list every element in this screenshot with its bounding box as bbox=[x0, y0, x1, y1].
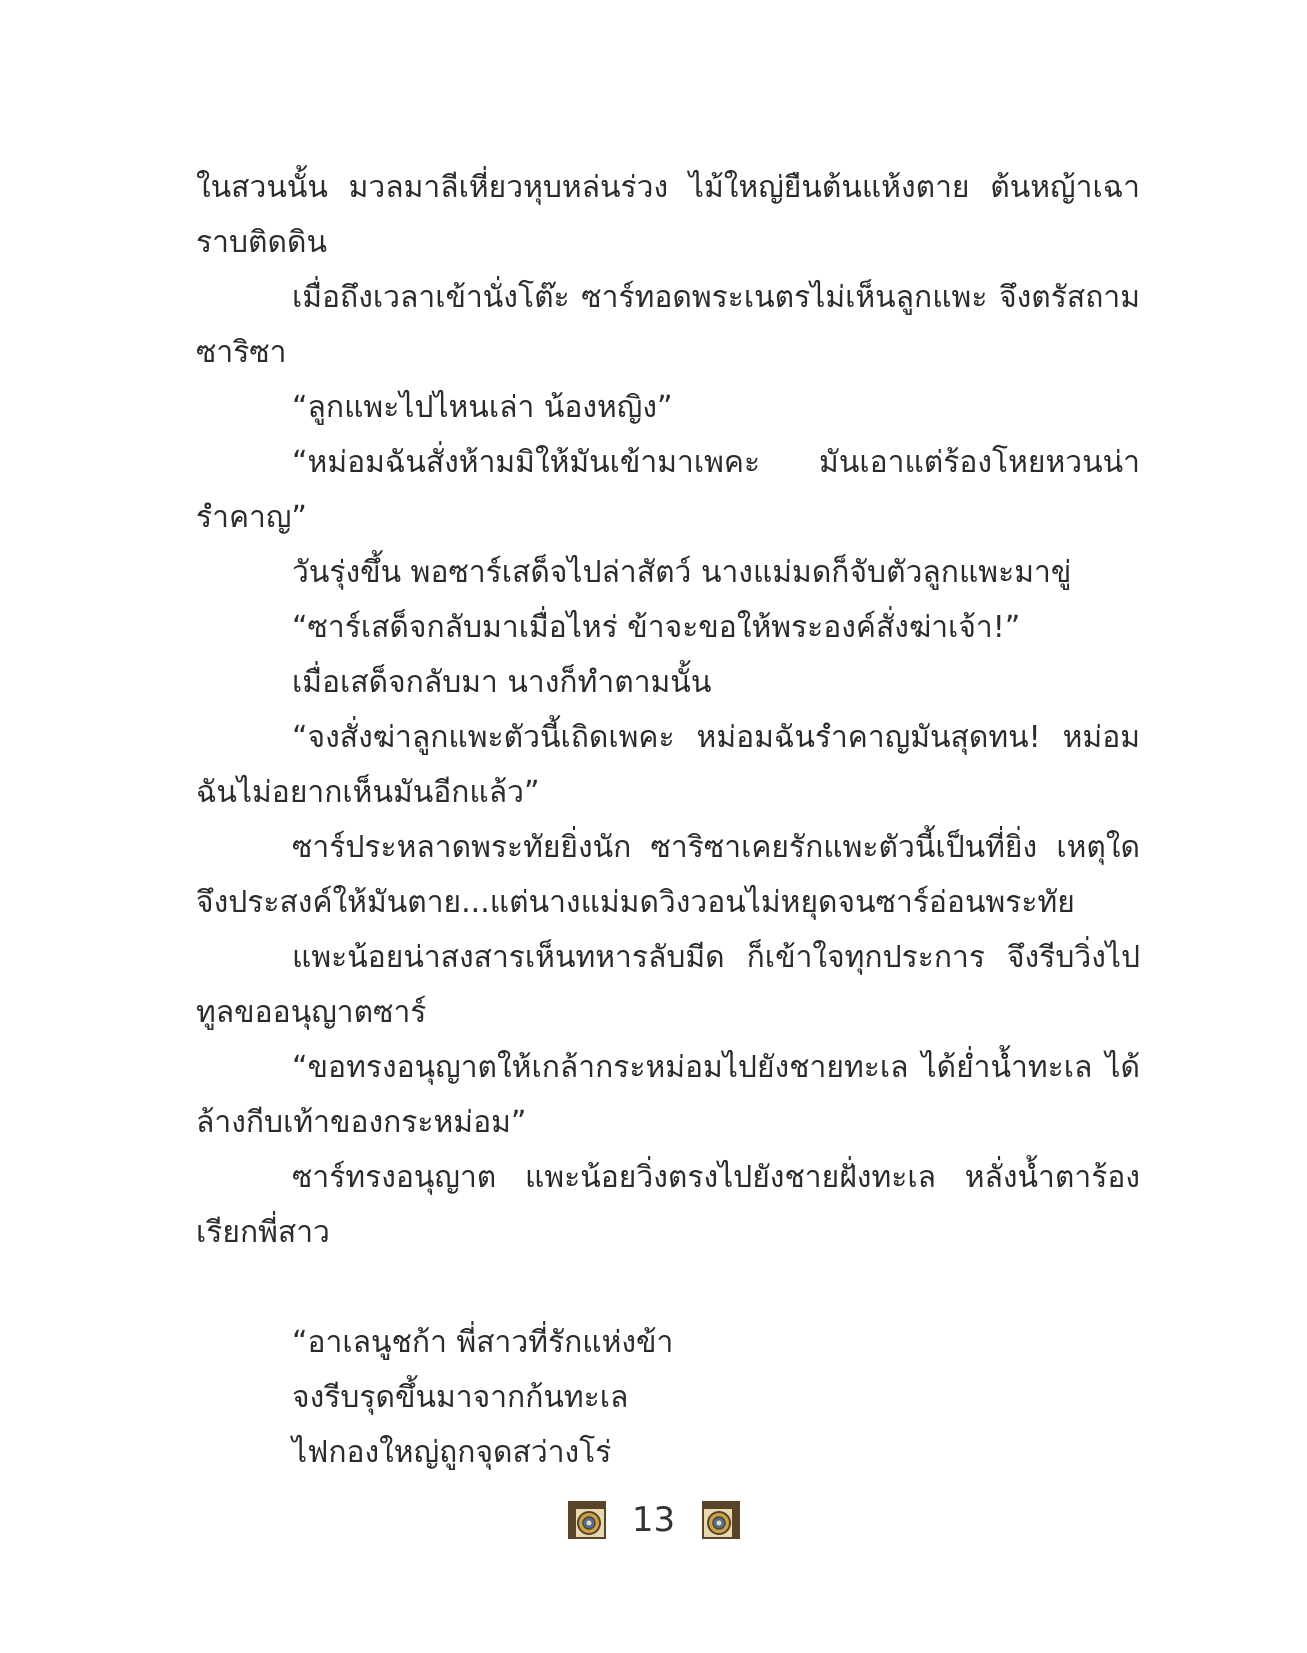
paragraph-1: ในสวนนั้น มวลมาลีเหี่ยวหุบหล่นร่วง ไม้ใหญ่ยืนต้นแห้งตาย ต้นหญ้าเฉาราบติดดิน bbox=[196, 170, 1140, 260]
ornament-right-icon bbox=[701, 1500, 741, 1540]
paragraph-11: “ขอทรงอนุญาตให้เกล้ากระหม่อมไปยังชายทะเล ได้ย่ำน้ำทะเล ได้ล้างกีบเท้าของกระหม่อม” bbox=[196, 1050, 1140, 1140]
page-footer bbox=[0, 1490, 1307, 1550]
paragraph-12: ซาร์ทรงอนุญาต แพะน้อยวิ่งตรงไปยังชายฝั่งทะเล หลั่งน้ำตาร้องเรียกพี่สาว bbox=[196, 1160, 1140, 1250]
paragraph-4: “หม่อมฉันสั่งห้ามมิให้มันเข้ามาเพคะ มันเอาแต่ร้องโหยหวนน่ารำคาญ” bbox=[196, 445, 1140, 535]
paragraph-10: แพะน้อยน่าสงสารเห็นทหารลับมีด ก็เข้าใจทุกประการ จึงรีบวิ่งไปทูลขออนุญาตซาร์ bbox=[196, 940, 1140, 1030]
paragraph-6: “ซาร์เสด็จกลับมาเมื่อไหร่ ข้าจะขอให้พระองค์สั่งฆ่าเจ้า!” bbox=[292, 610, 1021, 645]
poem-line-1: “อาเลนูชก้า พี่สาวที่รักแห่งข้า bbox=[292, 1325, 674, 1360]
page-number: 13 bbox=[631, 1500, 676, 1540]
paragraph-2: เมื่อถึงเวลาเข้านั่งโต๊ะ ซาร์ทอดพระเนตรไม่เห็นลูกแพะ จึงตรัสถามซาริซา bbox=[196, 280, 1140, 370]
ornament-left-icon bbox=[567, 1500, 607, 1540]
paragraph-8: “จงสั่งฆ่าลูกแพะตัวนี้เถิดเพคะ หม่อมฉันรำคาญมันสุดทน! หม่อมฉันไม่อยากเห็นมันอีกแล้ว” bbox=[196, 720, 1140, 810]
paragraph-5: วันรุ่งขึ้น พอซาร์เสด็จไปล่าสัตว์ นางแม่มดก็จับตัวลูกแพะมาขู่ bbox=[292, 555, 1072, 590]
paragraph-9: ซาร์ประหลาดพระทัยยิ่งนัก ซาริซาเคยรักแพะตัวนี้เป็นที่ยิ่ง เหตุใดจึงประสงค์ให้มันตาย...แต่นางแม่มดวิงวอนไม่หยุดจนซาร์อ่อนพระทัย bbox=[196, 830, 1140, 920]
poem-line-3: ไฟกองใหญ่ถูกจุดสว่างโร่ bbox=[292, 1435, 612, 1470]
story-text bbox=[196, 160, 1140, 1480]
paragraph-7: เมื่อเสด็จกลับมา นางก็ทำตามนั้น bbox=[292, 665, 712, 700]
paragraph-3: “ลูกแพะไปไหนเล่า น้องหญิง” bbox=[292, 390, 673, 425]
poem-line-2: จงรีบรุดขึ้นมาจากก้นทะเล bbox=[292, 1380, 629, 1415]
stanza-gap bbox=[196, 1260, 1140, 1315]
